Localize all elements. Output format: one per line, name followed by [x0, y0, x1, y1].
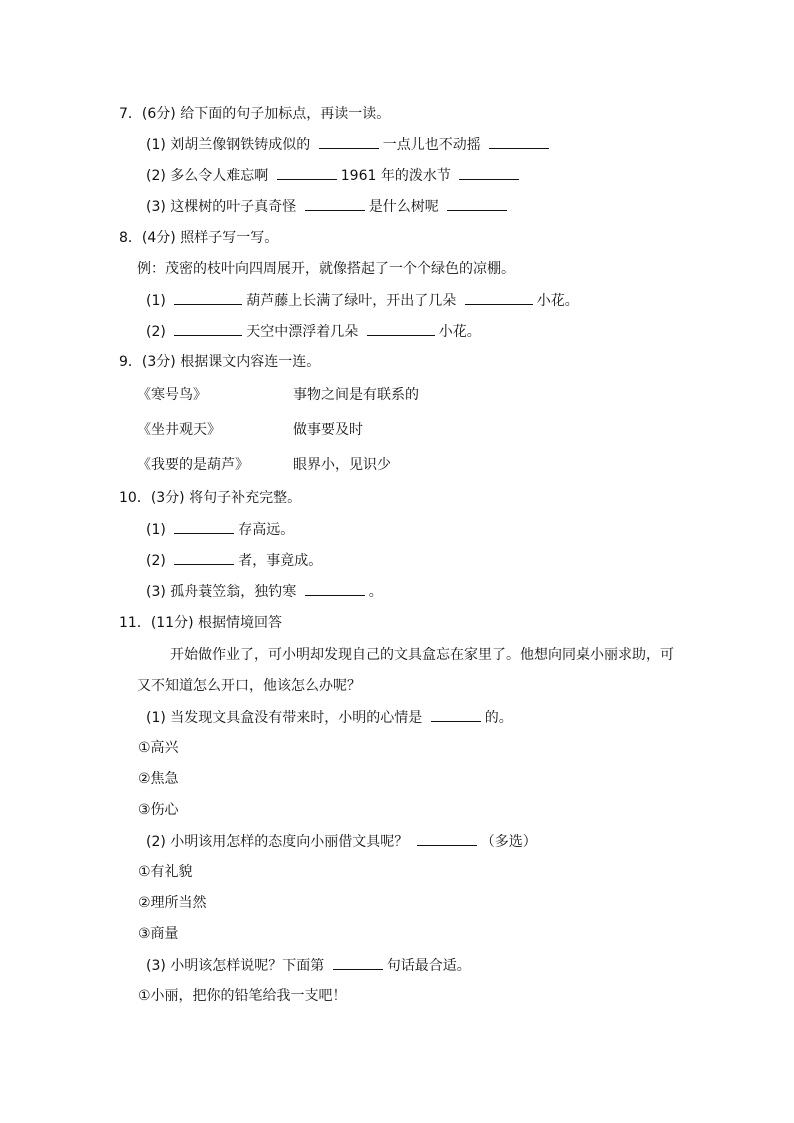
- item-number: (2): [146, 324, 166, 340]
- option-2-1[interactable]: ①有礼貌: [138, 864, 193, 880]
- answer-blank[interactable]: [277, 165, 337, 180]
- sentence-part: 存高远。: [238, 522, 295, 538]
- item-number: (1): [146, 137, 166, 153]
- sentence-part: 是什么树呢: [368, 199, 439, 215]
- sentence-part: 这棵树的叶子真奇怪: [170, 199, 297, 215]
- q7-item-2: [146, 165, 523, 185]
- q10-title: 10．(3分) 将句子补充完整。: [119, 490, 302, 506]
- q11-passage-line-1: 开始做作业了，可小明却发现自己的文具盒忘在家里了。他想向同桌小丽求助，可: [170, 647, 674, 663]
- q11-part-1: [146, 707, 513, 727]
- sentence-part: 刘胡兰像钢铁铸成似的: [170, 137, 311, 153]
- q8-title: 8．(4分) 照样子写一写。: [119, 230, 279, 246]
- option-2-2[interactable]: ②理所当然: [138, 895, 207, 911]
- answer-blank[interactable]: [417, 831, 477, 846]
- answer-blank[interactable]: [465, 290, 533, 305]
- item-number: (2): [146, 553, 166, 569]
- q11-part-2: [146, 831, 537, 851]
- match-left-2[interactable]: 《坐井观天》: [137, 422, 221, 438]
- sentence-part: 多么令人难忘啊: [170, 168, 269, 184]
- option-2-3[interactable]: ③商量: [138, 926, 179, 942]
- q8-item-1: [146, 290, 579, 310]
- match-left-1[interactable]: 《寒号鸟》: [137, 387, 207, 403]
- sentence-part: 一点儿也不动摇: [382, 137, 481, 153]
- match-right-2[interactable]: 做事要及时: [293, 422, 363, 438]
- answer-blank[interactable]: [305, 581, 365, 596]
- sentence-part: 小花。: [438, 324, 481, 340]
- option-3-1[interactable]: ①小丽，把你的铅笔给我一支吧！: [138, 988, 347, 1004]
- answer-blank[interactable]: [333, 955, 383, 970]
- match-right-1[interactable]: 事物之间是有联系的: [293, 387, 419, 403]
- answer-blank[interactable]: [174, 550, 234, 565]
- sentence-part: 孤舟蓑笠翁，独钓寒: [170, 584, 297, 600]
- item-number: (2): [146, 168, 166, 184]
- option-1-2[interactable]: ②焦急: [138, 771, 179, 787]
- item-number: (1): [146, 522, 166, 538]
- item-number: (3): [146, 199, 166, 215]
- item-number: (1): [146, 293, 166, 309]
- sentence-part: 葫芦藤上长满了绿叶，开出了几朵: [246, 293, 457, 309]
- part-text: (1) 当发现文具盒没有带来时，小明的心情是: [146, 710, 423, 726]
- answer-blank[interactable]: [489, 134, 549, 149]
- q10-item-2: [146, 550, 322, 570]
- sentence-part: 。: [368, 584, 383, 600]
- q11-part-3: [146, 955, 471, 975]
- answer-blank[interactable]: [174, 519, 234, 534]
- q9-title: 9．(3分) 根据课文内容连一连。: [119, 354, 321, 370]
- match-right-3[interactable]: 眼界小，见识少: [293, 457, 391, 473]
- q10-item-1: [146, 519, 294, 539]
- answer-blank[interactable]: [447, 196, 507, 211]
- q10-item-3: [146, 581, 383, 601]
- part-suffix: 句话最合适。: [386, 958, 471, 974]
- match-left-3[interactable]: 《我要的是葫芦》: [137, 457, 249, 473]
- answer-blank[interactable]: [431, 707, 481, 722]
- answer-blank[interactable]: [174, 321, 242, 336]
- q7-title: 7．(6分) 给下面的句子加标点，再读一读。: [119, 106, 391, 122]
- q7-item-3: [146, 196, 511, 216]
- answer-blank[interactable]: [459, 165, 519, 180]
- part-suffix: （多选）: [480, 834, 537, 850]
- part-suffix: 的。: [484, 710, 513, 726]
- sentence-part: 小花。: [536, 293, 579, 309]
- sentence-part: 天空中漂浮着几朵: [246, 324, 359, 340]
- q8-example: 例：茂密的枝叶向四周展开，就像搭起了一个个绿色的凉棚。: [137, 261, 515, 277]
- part-text: (2) 小明该用怎样的态度向小丽借文具呢？: [146, 834, 409, 850]
- answer-blank[interactable]: [174, 290, 242, 305]
- item-number: (3): [146, 584, 166, 600]
- option-1-3[interactable]: ③伤心: [138, 802, 179, 818]
- q7-item-1: [146, 134, 553, 154]
- q11-title: 11．(11分) 根据情境回答: [119, 615, 283, 631]
- answer-blank[interactable]: [319, 134, 379, 149]
- option-1-1[interactable]: ①高兴: [138, 740, 179, 756]
- sentence-part: 者，事竟成。: [238, 553, 323, 569]
- part-text: (3) 小明该怎样说呢？下面第: [146, 958, 325, 974]
- q11-passage-line-2: 又不知道怎么开口，他该怎么办呢？: [137, 678, 361, 694]
- q8-item-2: [146, 321, 481, 341]
- answer-blank[interactable]: [305, 196, 365, 211]
- sentence-part: 1961 年的泼水节: [340, 168, 451, 184]
- answer-blank[interactable]: [367, 321, 435, 336]
